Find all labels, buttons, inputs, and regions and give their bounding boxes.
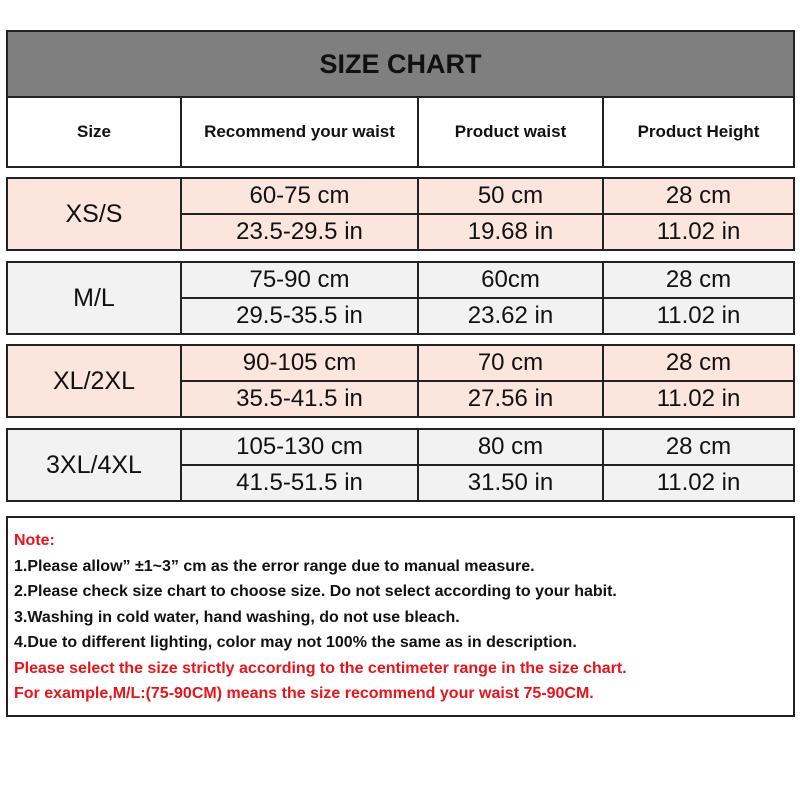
- table-row-in: [182, 464, 793, 500]
- product-waist-in: 31.50 in: [419, 466, 604, 500]
- product-waist-in: 27.56 in: [419, 382, 604, 416]
- product-waist-in: 23.62 in: [419, 299, 604, 333]
- table-header-row: [6, 98, 795, 168]
- size-label: XS/S: [8, 179, 182, 249]
- product-waist-cm: 60cm: [419, 263, 604, 297]
- header-size: Size: [8, 98, 182, 166]
- recommend-waist-in: 41.5-51.5 in: [182, 466, 419, 500]
- size-group-xl-2xl: [6, 344, 795, 418]
- header-product-waist: Product waist: [419, 98, 604, 166]
- product-waist-cm: 50 cm: [419, 179, 604, 213]
- note-heading: Note:: [14, 532, 55, 549]
- size-group-3xl-4xl: [6, 428, 795, 502]
- header-product-height: Product Height: [637, 122, 760, 141]
- note-box: [6, 516, 795, 717]
- product-waist-cm: 70 cm: [419, 346, 604, 380]
- product-height-cm: 28 cm: [665, 349, 732, 376]
- table-row-cm: [182, 263, 793, 297]
- product-height-cm: 28 cm: [665, 182, 732, 209]
- table-row-in: [182, 380, 793, 416]
- note-line: 2.Please check size chart to choose size. Do not select according to your habit.: [14, 583, 617, 600]
- table-row-in: [182, 213, 793, 249]
- note-warning: Please select the size strictly according to the centimeter range in the size chart.: [14, 659, 627, 677]
- table-row-cm: [182, 430, 793, 464]
- recommend-waist-in: 29.5-35.5 in: [182, 299, 419, 333]
- product-waist-cm: 80 cm: [419, 430, 604, 464]
- size-label: 3XL/4XL: [8, 430, 182, 500]
- size-label: XL/2XL: [8, 346, 182, 416]
- size-group-m-l: [6, 261, 795, 335]
- recommend-waist-cm: 75-90 cm: [182, 263, 419, 297]
- size-label: M/L: [8, 263, 182, 333]
- size-group-xs-s: [6, 177, 795, 251]
- note-line: 1.Please allow” ±1~3” cm as the error range due to manual measure.: [14, 557, 535, 575]
- note-warning: For example,M/L:(75-90CM) means the size recommend your waist 75-90CM.: [14, 685, 594, 702]
- table-row-in: [182, 297, 793, 333]
- product-height-in: 11.02 in: [656, 302, 741, 329]
- note-line: 3.Washing in cold water, hand washing, do not use bleach.: [14, 608, 460, 626]
- header-recommend-waist: Recommend your waist: [182, 98, 419, 166]
- recommend-waist-cm: 90-105 cm: [182, 346, 419, 380]
- recommend-waist-in: 35.5-41.5 in: [182, 382, 419, 416]
- product-height-cm: 28 cm: [665, 433, 732, 460]
- recommend-waist-cm: 105-130 cm: [182, 430, 419, 464]
- product-height-cm: 28 cm: [665, 266, 732, 293]
- table-row-cm: [182, 346, 793, 380]
- note-line: 4.Due to different lighting, color may not 100% the same as in description.: [14, 634, 577, 651]
- product-height-in: 11.02 in: [656, 218, 741, 245]
- product-height-in: 11.02 in: [656, 469, 741, 496]
- recommend-waist-in: 23.5-29.5 in: [182, 215, 419, 249]
- recommend-waist-cm: 60-75 cm: [182, 179, 419, 213]
- product-waist-in: 19.68 in: [419, 215, 604, 249]
- size-chart-title: SIZE CHART: [6, 30, 795, 98]
- product-height-in: 11.02 in: [656, 385, 741, 412]
- table-row-cm: [182, 179, 793, 213]
